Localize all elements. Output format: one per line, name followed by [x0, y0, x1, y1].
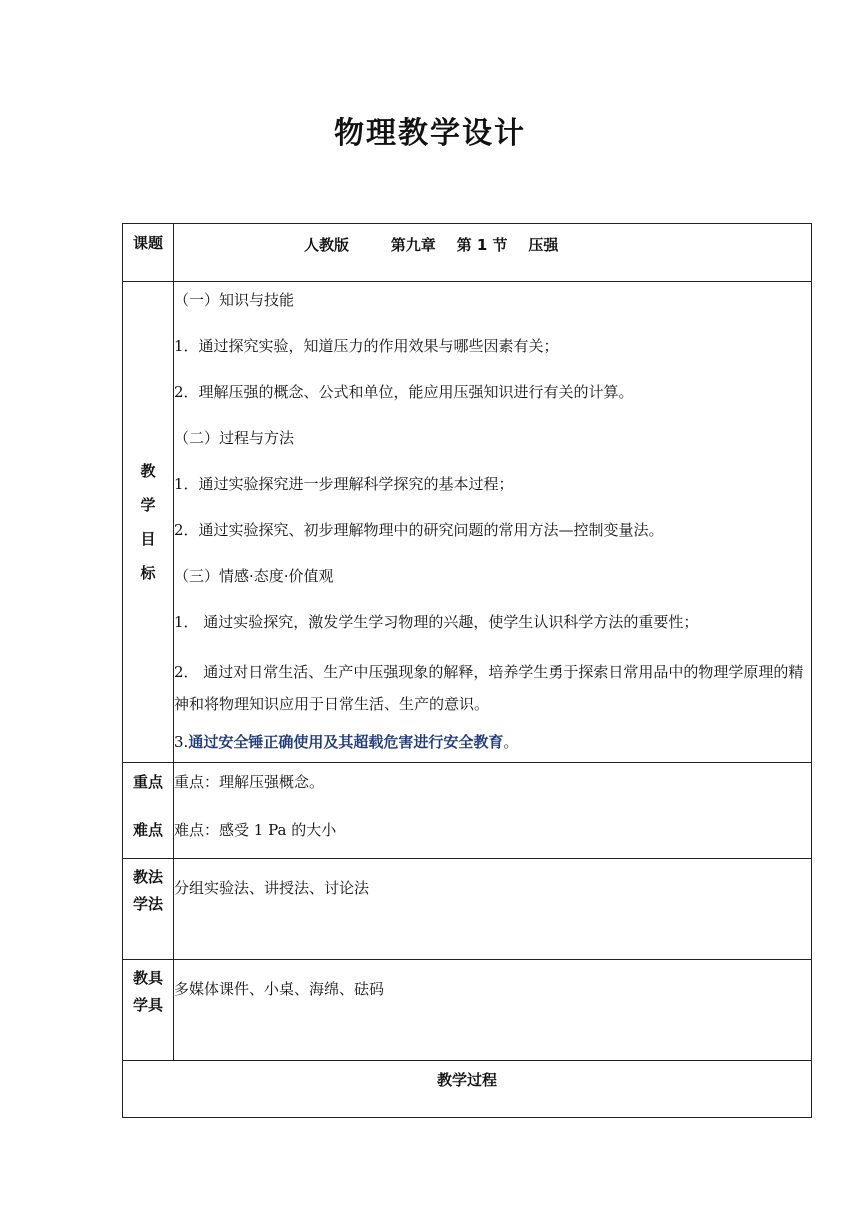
objectives-row [123, 282, 812, 763]
methods-content: 分组实验法、讲授法、讨论法 [174, 859, 812, 960]
process-heading: 教学过程 [123, 1061, 812, 1118]
keypoints-content [174, 763, 812, 859]
objectives-label-char: 目 [140, 530, 156, 548]
objective-item: 2． 通过对日常生活、生产中压强现象的解释，培养学生勇于探索日常用品中的物理学原理的精神和将物理知识应用于日常生活、生产的意识。 [174, 663, 804, 713]
objective-item: 2．通过实验探究、初步理解物理中的研究问题的常用方法—控制变量法。 [174, 521, 664, 539]
objective-item: 1．通过探究实验，知道压力的作用效果与哪些因素有关； [174, 337, 559, 355]
methods-row [123, 859, 812, 960]
keypoints-row [123, 763, 812, 859]
objectives-content [174, 282, 812, 763]
objectives-label-char: 标 [140, 564, 156, 582]
objective-item: 1．通过实验探究进一步理解科学探究的基本过程； [174, 475, 514, 493]
safety-education-text: 通过安全锤正确使用及其超载危害进行安全教育 [188, 733, 504, 751]
subject-text: 人教版 第九章 第 1 节 压强 [174, 224, 812, 282]
tools-row [123, 960, 812, 1061]
methods-label-line: 教法 [132, 868, 163, 886]
lesson-plan-table [122, 223, 812, 1118]
process-row [123, 1061, 812, 1118]
objective-heading-knowledge: （一）知识与技能 [174, 291, 295, 309]
objective-item: 1． 通过实验探究，激发学生学习物理的兴趣，使学生认识科学方法的重要性； [174, 613, 699, 631]
difficulty-text: 难点：感受 1 Pa 的大小 [174, 821, 337, 839]
methods-label-line: 学法 [132, 895, 163, 913]
key-point-text: 重点：理解压强概念。 [174, 773, 325, 791]
keypoints-label-line: 难点 [132, 821, 163, 839]
tools-label [123, 960, 174, 1061]
subject-row [123, 224, 812, 282]
objectives-label-char: 学 [140, 496, 156, 514]
keypoints-label [123, 763, 174, 859]
tools-label-line: 教具 [132, 969, 163, 987]
safety-suffix: 。 [503, 733, 519, 751]
objective-heading-attitude: （三）情感·态度·价值观 [174, 567, 334, 585]
tools-label-line: 学具 [132, 996, 163, 1014]
objectives-label-char: 教 [140, 462, 156, 480]
objective-item: 2．理解压强的概念、公式和单位，能应用压强知识进行有关的计算。 [174, 383, 634, 401]
objective-item-safety [174, 730, 811, 754]
objective-heading-process: （二）过程与方法 [174, 429, 295, 447]
objectives-label [123, 282, 174, 763]
methods-label [123, 859, 174, 960]
safety-prefix: 3. [174, 733, 189, 751]
keypoints-label-line: 重点 [132, 773, 163, 791]
subject-label: 课题 [123, 224, 174, 282]
tools-content: 多媒体课件、小桌、海绵、砝码 [174, 960, 812, 1061]
document-title: 物理教学设计 [334, 116, 526, 151]
